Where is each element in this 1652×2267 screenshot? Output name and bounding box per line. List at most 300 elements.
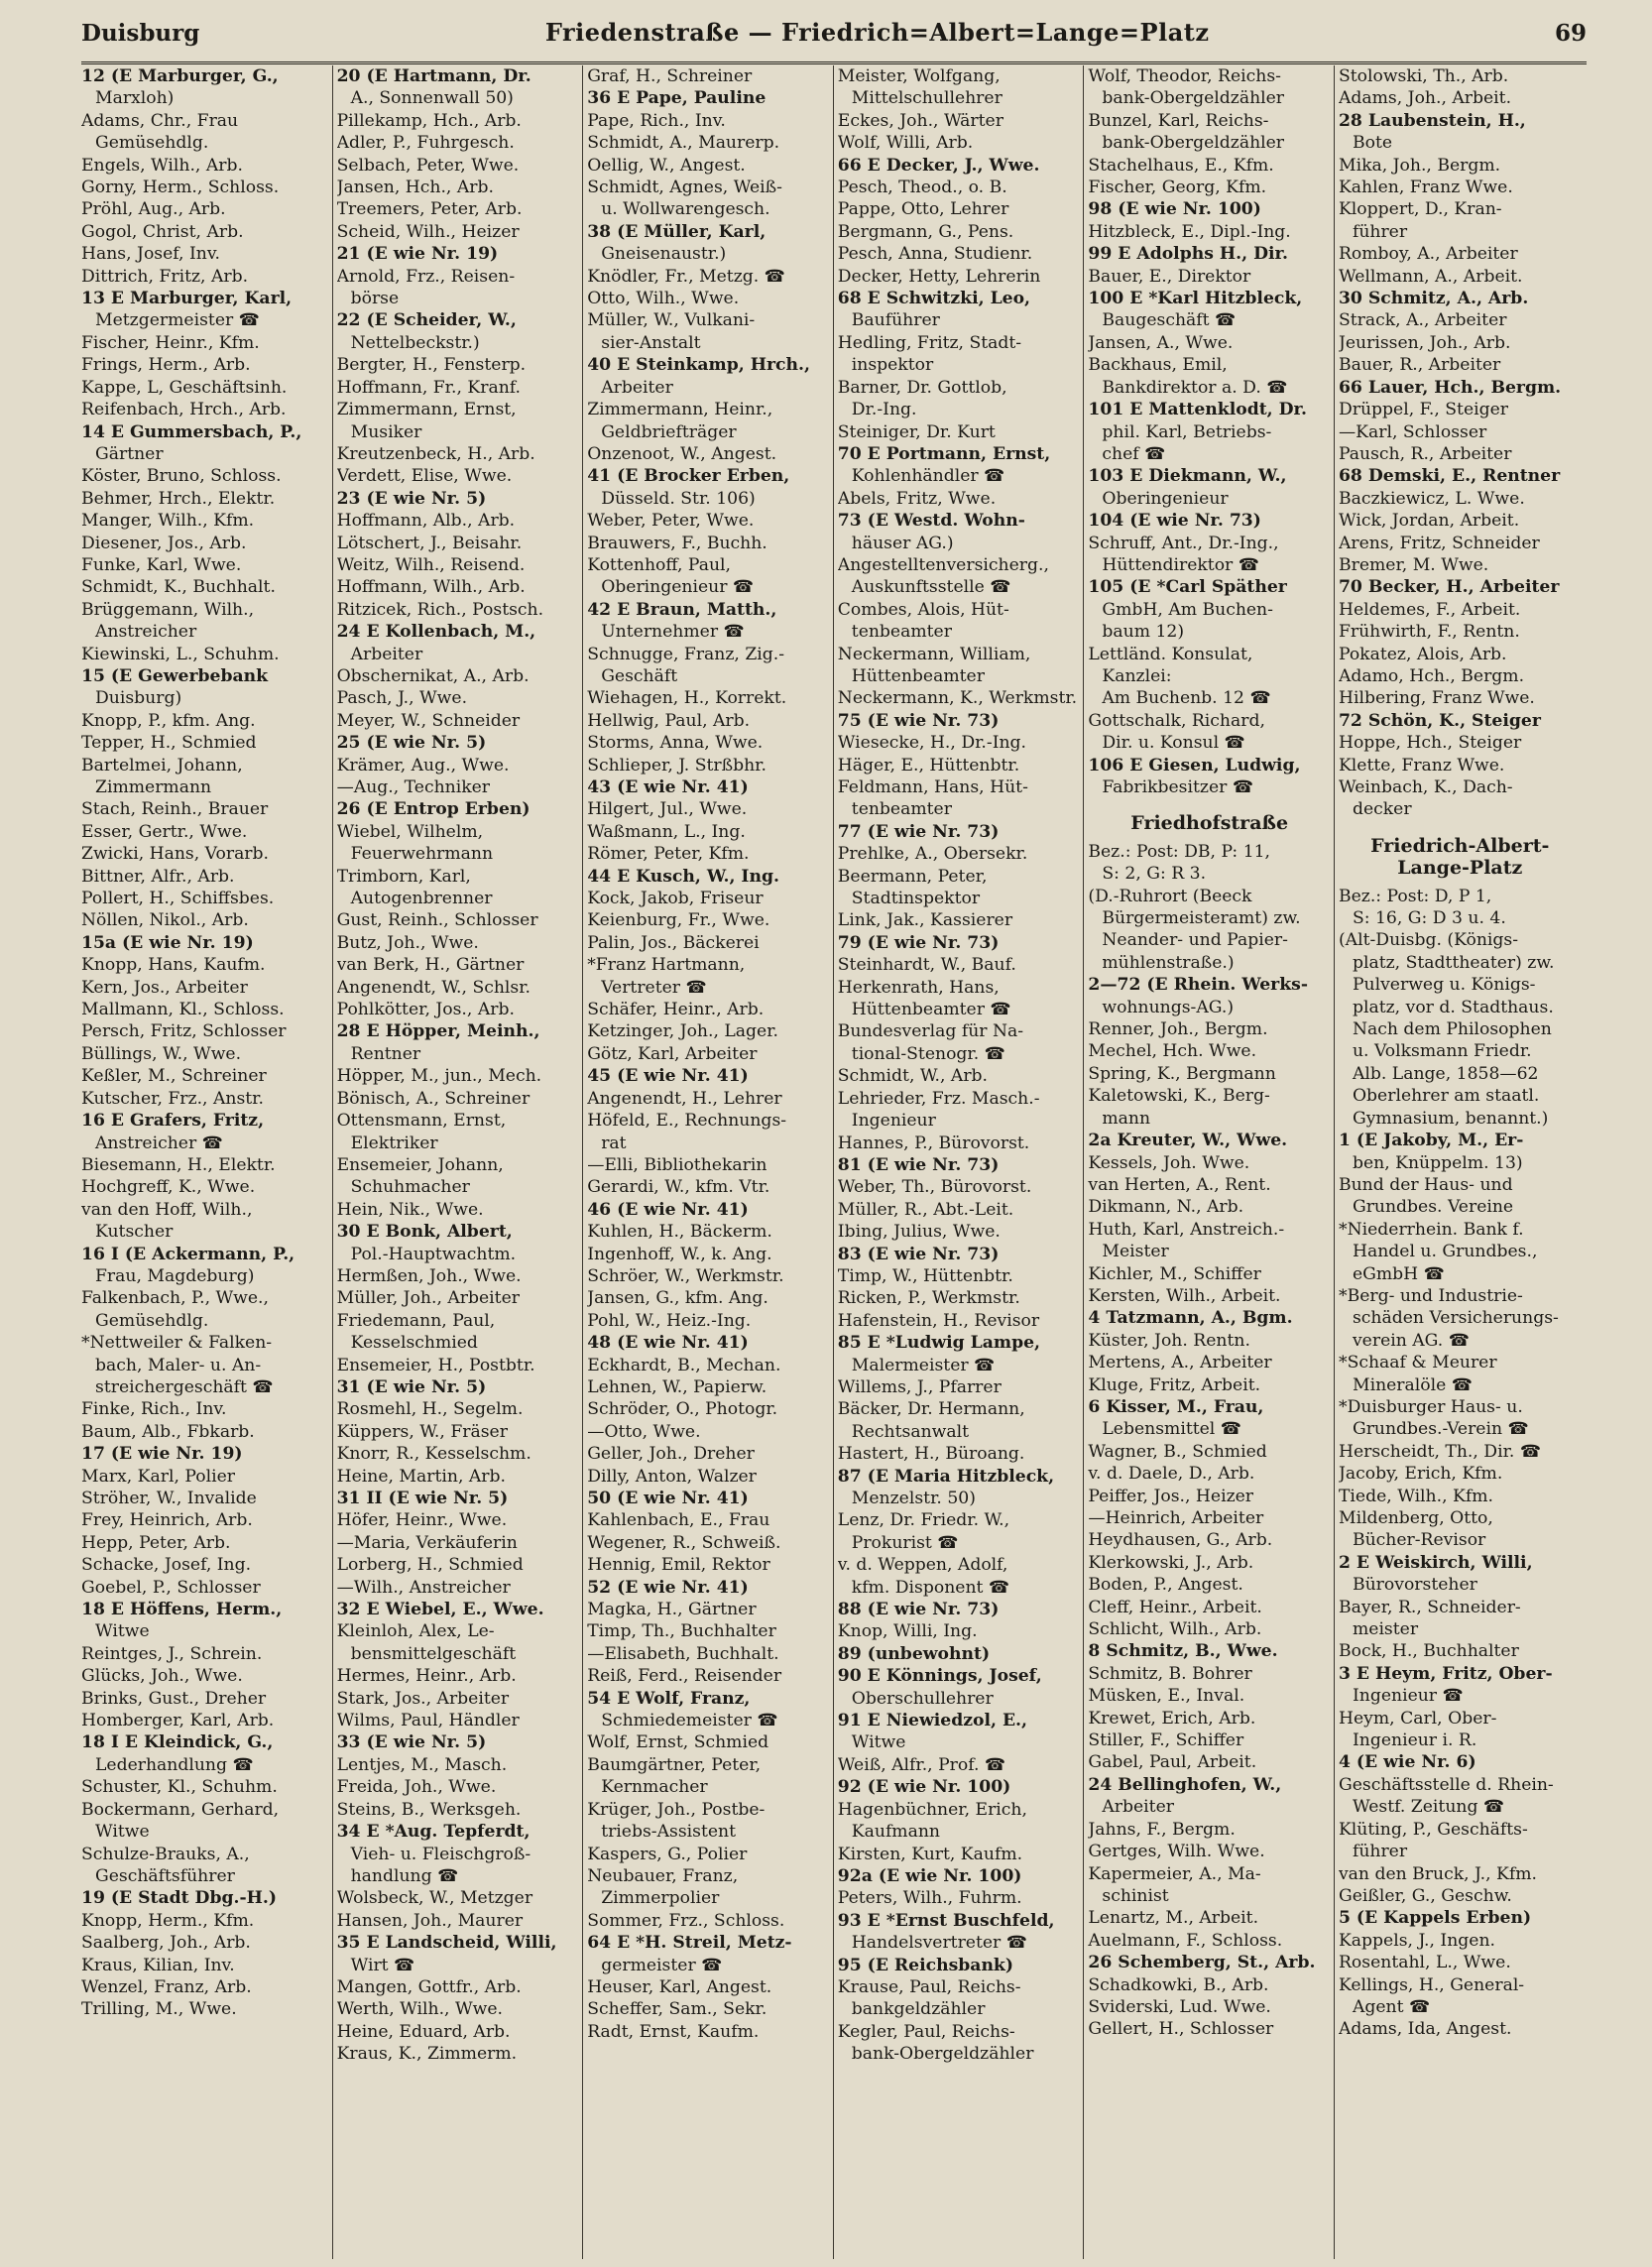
resident-entry: Zimmerpolier [601,1888,720,1909]
resident-entry: Steinhardt, W., Bauf. [837,955,1016,976]
resident-entry: Meyer, W., Schneider [336,710,521,731]
resident-entry: Lebensmittel ☎ [1102,1419,1242,1440]
resident-entry: Peiffer, Jos., Heizer [1088,1486,1254,1506]
resident-entry: Mertens, A., Arbeiter [1088,1353,1272,1373]
house-number-entry: 68 Demski, E., Rentner [1338,466,1561,487]
house-number-entry: 64 E *H. Streil, Metz- [587,1933,792,1954]
resident-entry: Timp, W., Hüttenbtr. [837,1265,1013,1286]
resident-entry: bank-Obergeldzähler [1102,88,1285,109]
resident-entry: Storms, Anna, Wwe. [587,733,764,754]
resident-entry: Adamo, Hch., Bergm. [1338,665,1525,686]
resident-entry: Eckes, Joh., Wärter [837,110,1003,131]
resident-entry: Feldmann, Hans, Hüt- [837,777,1028,797]
resident-entry: —Heinrich, Arbeiter [1088,1508,1264,1528]
resident-entry: Mika, Joh., Bergm. [1338,155,1501,176]
resident-entry: Treemers, Peter, Arb. [336,199,523,220]
resident-entry: Klüting, P., Geschäfts- [1338,1819,1528,1840]
resident-entry: Gerardi, W., kfm. Vtr. [587,1177,770,1198]
resident-entry: —Aug., Techniker [336,777,491,797]
resident-entry: Wiebel, Wilhelm, [336,821,484,842]
resident-entry: Hoppe, Hch., Steiger [1338,733,1522,754]
house-number-entry: 2—72 (E Rhein. Werks- [1088,975,1308,996]
resident-entry: Mallmann, Kl., Schloss. [81,1000,285,1020]
house-number-entry: 1 (E Jakoby, M., Er- [1338,1131,1524,1151]
street-heading: Friedrich-Albert-Lange-Platz [1370,834,1550,880]
resident-entry: Schlieper, J. Strßbhr. [587,755,767,776]
resident-entry: Bergmann, G., Pens. [837,221,1014,242]
resident-entry: Müller, R., Abt.-Leit. [837,1199,1014,1220]
resident-entry: Götz, Karl, Arbeiter [587,1043,758,1064]
resident-entry: Herscheidt, Th., Dir. ☎ [1338,1441,1542,1462]
resident-entry: Mittelschullehrer [851,88,1003,109]
resident-entry: Auelmann, F., Schloss. [1088,1930,1283,1951]
resident-entry: Bäcker, Dr. Hermann, [837,1399,1025,1420]
resident-entry: Geller, Joh., Dreher [587,1444,755,1465]
resident-entry: Bock, H., Buchhalter [1338,1641,1519,1662]
resident-entry: Peters, Wilh., Fuhrm. [837,1888,1022,1909]
resident-entry: streichergeschäft ☎ [95,1376,274,1397]
resident-entry: Gust, Reinh., Schlosser [336,910,538,931]
resident-entry: Kreutzenbeck, H., Arb. [336,443,535,464]
resident-entry: Hilbering, Franz Wwe. [1338,688,1535,709]
resident-entry: Alb. Lange, 1858—62 [1352,1063,1539,1084]
resident-entry: Heydhausen, G., Arb. [1088,1530,1273,1551]
resident-entry: Lötschert, J., Beisahr. [336,533,523,553]
resident-entry: Mildenberg, Otto, [1338,1508,1493,1528]
resident-entry: Am Buchenb. 12 ☎ [1102,688,1271,709]
resident-entry: Sviderski, Lud. Wwe. [1088,1996,1271,2017]
resident-entry: Gellert, H., Schlosser [1088,2019,1274,2040]
resident-entry: Dir. u. Konsul ☎ [1102,733,1245,754]
resident-entry: van den Hoff, Wilh., [81,1199,253,1220]
resident-entry: Marx, Karl, Polier [81,1466,236,1487]
resident-entry: Arnold, Frz., Reisen- [336,266,516,287]
resident-entry: Schäfer, Heinr., Arb. [587,1000,765,1020]
house-number-entry: 77 (E wie Nr. 73) [837,821,1000,842]
house-number-entry: 45 (E wie Nr. 41) [587,1066,749,1087]
resident-entry: Kottenhoff, Paul, [587,554,731,575]
resident-entry: Kaspers, G., Polier [587,1844,748,1864]
resident-entry: Waßmann, L., Ing. [587,821,746,842]
resident-entry: chef ☎ [1102,443,1166,464]
resident-entry: Knopp, Herm., Kfm. [81,1910,255,1931]
resident-entry: tenbeamter [851,799,952,820]
resident-entry: Fischer, Georg, Kfm. [1088,178,1267,198]
house-number-entry: 17 (E wie Nr. 19) [81,1444,243,1465]
resident-entry: Diesener, Jos., Arb. [81,533,247,553]
house-number-entry: 25 (E wie Nr. 5) [336,733,487,754]
resident-entry: Dr.-Ing. [851,400,917,420]
resident-entry: Lenartz, M., Arbeit. [1088,1908,1259,1929]
house-number-entry: 6 Kisser, M., Frau, [1088,1396,1264,1417]
resident-entry: Gemüsehdlg. [95,1310,209,1331]
resident-entry: Dittrich, Fritz, Arb. [81,266,249,287]
resident-entry: Krüger, Joh., Postbe- [587,1799,766,1820]
resident-entry: Kern, Jos., Arbeiter [81,977,248,998]
resident-entry: Agent ☎ [1352,1996,1431,2017]
resident-entry: Brauwers, F., Buchh. [587,533,767,553]
resident-entry: *Duisburger Haus- u. [1338,1396,1523,1417]
resident-entry: Scheffer, Sam., Sekr. [587,1999,767,2020]
resident-entry: Ingenieur ☎ [1352,1686,1464,1707]
resident-entry: —Maria, Verkäuferin [336,1532,518,1553]
resident-entry: Saalberg, Joh., Arb. [81,1933,251,1954]
resident-entry: Gogol, Christ, Arb. [81,221,244,242]
resident-entry: Butz, Joh., Wwe. [336,932,479,953]
resident-entry: Grundbes. Vereine [1352,1197,1514,1218]
resident-entry: Neubauer, Franz, [587,1865,739,1886]
resident-entry: Heym, Carl, Ober- [1338,1708,1497,1729]
resident-entry: Persch, Fritz, Schlosser [81,1021,287,1042]
resident-entry: Freida, Joh., Wwe. [336,1777,497,1798]
resident-entry: Klette, Franz Wwe. [1338,755,1505,776]
resident-entry: —Wilh., Anstreicher [336,1577,511,1598]
house-number-entry: 106 E Giesen, Ludwig, [1088,755,1301,776]
resident-entry: van Herten, A., Rent. [1088,1174,1271,1195]
resident-entry: mühlenstraße.) [1102,952,1235,973]
resident-entry: Reintges, J., Schrein. [81,1643,263,1664]
resident-entry: Schadkowki, B., Arb. [1088,1974,1269,1995]
resident-entry: Hein, Nik., Wwe. [336,1199,484,1220]
resident-entry: bank-Obergeldzähler [1102,133,1285,154]
resident-entry: Ingenieur [851,1111,936,1132]
resident-entry: führer [1352,1842,1408,1862]
house-number-entry: 104 (E wie Nr. 73) [1088,511,1261,532]
header-streets: Friedenstraße — Friedrich=Albert=Lange=Platz [544,18,1210,47]
house-number-entry: 21 (E wie Nr. 19) [336,244,499,265]
house-number-entry: 66 E Decker, J., Wwe. [837,155,1040,176]
resident-entry: Manger, Wilh., Kfm. [81,511,255,532]
resident-entry: Krewet, Erich, Arb. [1088,1708,1256,1729]
resident-entry: Pokatez, Alois, Arb. [1338,644,1507,664]
resident-entry: Heine, Eduard, Arb. [336,2021,511,2042]
resident-entry: Backhaus, Emil, [1088,355,1228,376]
resident-entry: Geschäftsstelle d. Rhein- [1338,1774,1554,1795]
resident-entry: Witwe [95,1621,150,1642]
resident-entry: Jansen, G., kfm. Ang. [587,1288,768,1309]
resident-entry: Zimmermann, Ernst, [336,400,517,420]
house-number-entry: 103 E Diekmann, W., [1088,466,1287,487]
resident-entry: Bayer, R., Schneider- [1338,1597,1521,1617]
resident-entry: Prokurist ☎ [851,1532,959,1553]
resident-entry: Mangen, Gottfr., Arb. [336,1976,522,1997]
house-number-entry: 40 E Steinkamp, Hrch., [587,355,810,376]
column-6 [1334,65,1585,2259]
resident-entry: Rosentahl, L., Wwe. [1338,1953,1511,1973]
house-number-entry: 68 E Schwitzki, Leo, [837,289,1031,309]
resident-entry: Wenzel, Franz, Arb. [81,1976,252,1997]
house-number-entry: 70 E Portmann, Ernst, [837,443,1051,464]
resident-entry: Kutscher, Frz., Anstr. [81,1088,264,1109]
resident-entry: Schröder, O., Photogr. [587,1399,778,1420]
resident-entry: Abels, Fritz, Wwe. [837,488,997,509]
resident-entry: Knorr, R., Kesselschm. [336,1444,531,1465]
resident-entry: Behmer, Hrch., Elektr. [81,488,276,509]
resident-entry: Verdett, Elise, Wwe. [336,466,513,487]
resident-entry: Hüttenbeamter [851,665,985,686]
resident-entry: Drüppel, F., Steiger [1338,400,1509,420]
house-number-entry: 12 (E Marburger, G., [81,66,279,86]
resident-entry: Schulze-Brauks, A., [81,1844,250,1864]
resident-entry: Zwicki, Hans, Vorarb. [81,844,269,865]
resident-entry: Ritzicek, Rich., Postsch. [336,599,544,620]
resident-entry: Hoffmann, Fr., Kranf. [336,377,521,398]
house-number-entry: 35 E Landscheid, Willi, [336,1933,557,1954]
column-5 [1083,65,1334,2259]
resident-entry: Schmidt, Agnes, Weiß- [587,178,782,198]
resident-entry: Geschäftsführer [95,1865,235,1886]
resident-entry: Arbeiter [601,377,673,398]
resident-entry: Autogenbrenner [350,889,493,909]
resident-entry: Pesch, Anna, Studienr. [837,244,1033,265]
house-number-entry: 4 (E wie Nr. 6) [1338,1752,1476,1773]
house-number-entry: 5 (E Kappels Erben) [1338,1908,1532,1929]
resident-entry: Trimborn, Karl, [336,866,471,887]
resident-entry: schäden Versicherungs- [1352,1308,1559,1329]
resident-entry: Huth, Karl, Anstreich.- [1088,1219,1285,1240]
resident-entry: Hansen, Joh., Maurer [336,1910,524,1931]
resident-entry: Baumgärtner, Peter, [587,1754,762,1775]
resident-entry: Oberingenieur [1102,488,1229,509]
resident-entry: Oberschullehrer [851,1688,994,1709]
resident-entry: Gabel, Paul, Arbeit. [1088,1752,1257,1773]
resident-entry: baum 12) [1102,622,1185,643]
house-number-entry: 100 E *Karl Hitzbleck, [1088,289,1303,309]
resident-entry: Ensemeier, H., Postbtr. [336,1355,535,1375]
resident-entry: *Berg- und Industrie- [1338,1285,1523,1306]
house-number-entry: 19 (E Stadt Dbg.-H.) [81,1888,277,1909]
resident-entry: Cleff, Heinr., Arbeit. [1088,1597,1262,1617]
resident-entry: Oberingenieur ☎ [601,577,755,598]
directory-columns [81,65,1585,2259]
resident-entry: Rechtsanwalt [851,1421,969,1442]
resident-entry: Unternehmer ☎ [601,622,745,643]
resident-entry: Hüttendirektor ☎ [1102,554,1260,575]
resident-entry: Kanzlei: [1102,665,1172,686]
resident-entry: bensmittelgeschäft [350,1643,517,1664]
resident-entry: v. d. Daele, D., Arb. [1088,1464,1255,1485]
resident-entry: Homberger, Karl, Arb. [81,1711,275,1731]
resident-entry: Arbeiter [1102,1797,1174,1818]
resident-entry: Müller, Joh., Arbeiter [336,1288,520,1309]
resident-entry: Neander- und Papier- [1102,930,1288,951]
resident-entry: Decker, Hetty, Lehrerin [837,266,1041,287]
resident-entry: *Niederrhein. Bank f. [1338,1219,1524,1240]
resident-entry: Römer, Peter, Kfm. [587,844,750,865]
resident-entry: Meister, Wolfgang, [837,66,1001,86]
resident-entry: Wolf, Willi, Arb. [837,133,974,154]
resident-entry: *Franz Hartmann, [587,955,746,976]
resident-entry: Stadtinspektor [851,889,981,909]
house-number-entry: 16 I (E Ackermann, P., [81,1244,295,1264]
resident-entry: v. d. Weppen, Adolf, [837,1555,1008,1576]
resident-entry: Schröer, W., Werkmstr. [587,1265,784,1286]
resident-entry: Höpper, M., jun., Mech. [336,1066,542,1087]
resident-entry: Wiesecke, H., Dr.-Ing. [837,733,1027,754]
resident-entry: Bunzel, Karl, Reichs- [1088,110,1269,131]
house-number-entry: 24 E Kollenbach, M., [336,622,536,643]
house-number-entry: 87 (E Maria Hitzbleck, [837,1466,1055,1487]
resident-entry: Ingenieur i. R. [1352,1730,1477,1751]
resident-entry: Stark, Jos., Arbeiter [336,1688,510,1709]
resident-entry: Baczkiewicz, L. Wwe. [1338,488,1525,509]
resident-entry: Prehlke, A., Obersekr. [837,844,1028,865]
resident-entry: tenbeamter [851,622,952,643]
resident-entry: Feuerwehrmann [350,844,494,865]
resident-entry: Lenz, Dr. Friedr. W., [837,1510,1010,1531]
resident-entry: Küster, Joh. Rentn. [1088,1330,1250,1351]
resident-entry: Müller, W., Vulkani- [587,310,756,331]
resident-entry: meister [1352,1619,1419,1640]
resident-entry: Friedemann, Paul, [336,1310,496,1331]
resident-entry: häuser AG.) [851,533,954,553]
house-number-entry: 52 (E wie Nr. 41) [587,1577,749,1598]
resident-entry: Witwe [851,1732,906,1753]
resident-entry: Beermann, Peter, [837,866,988,887]
resident-entry: Wilms, Paul, Händler [336,1711,520,1731]
resident-entry: Bremer, M. Wwe. [1338,554,1489,575]
house-number-entry: 36 E Pape, Pauline [587,88,767,109]
resident-entry: Pesch, Theod., o. B. [837,178,1007,198]
house-number-entry: 8 Schmitz, B., Wwe. [1088,1641,1278,1662]
resident-entry: Bockermann, Gerhard, [81,1799,280,1820]
resident-entry: Schmidt, K., Buchhalt. [81,577,276,598]
house-number-entry: 18 I E Kleindick, G., [81,1732,274,1753]
house-number-entry: 15 (E Gewerbebank [81,665,269,686]
page-number: 69 [1554,20,1587,47]
resident-entry: rat [601,1133,627,1153]
resident-entry: Lentjes, M., Masch. [336,1754,508,1775]
resident-entry: Geldbriefträger [601,421,737,442]
resident-entry: Baugeschäft ☎ [1102,310,1237,331]
resident-entry: Kahlen, Franz Wwe. [1338,178,1513,198]
resident-entry: Rentner [350,1043,421,1064]
resident-entry: Wiehagen, H., Korrekt. [587,688,787,709]
resident-entry: Lehrieder, Frz. Masch.- [837,1088,1040,1109]
resident-entry: Brinks, Gust., Dreher [81,1688,267,1709]
resident-entry: Glücks, Joh., Wwe. [81,1666,243,1687]
resident-entry: Gymnasium, benannt.) [1352,1108,1549,1129]
resident-entry: Kraus, Kilian, Inv. [81,1955,235,1975]
resident-entry: Hannes, P., Bürovorst. [837,1133,1030,1153]
resident-entry: Reiß, Ferd., Reisender [587,1666,782,1687]
house-number-entry: 42 E Braun, Matth., [587,599,777,620]
resident-entry: Büllings, W., Wwe. [81,1043,242,1064]
resident-entry: Bürgermeisteramt) zw. [1102,908,1301,929]
resident-entry: Werth, Wilh., Wwe. [336,1999,503,2020]
house-number-entry: 15a (E wie Nr. 19) [81,932,254,953]
resident-entry: Grundbes.-Verein ☎ [1352,1419,1529,1440]
resident-entry: Pol.-Hauptwachtm. [350,1244,517,1264]
resident-entry: Adams, Ida, Angest. [1338,2019,1512,2040]
house-number-entry: 23 (E wie Nr. 5) [336,488,487,509]
resident-entry: Otto, Wilh., Wwe. [587,289,740,309]
resident-entry: bank-Obergeldzähler [851,2044,1034,2065]
resident-entry: Bankdirektor a. D. ☎ [1102,377,1288,398]
resident-entry: eGmbH ☎ [1352,1263,1446,1284]
header-city: Duisburg [81,20,200,47]
resident-entry: Schmiedemeister ☎ [601,1711,778,1731]
resident-entry: Pohl, W., Heiz.-Ing. [587,1310,752,1331]
resident-entry: Ibing, Julius, Wwe. [837,1222,1001,1243]
resident-entry: Frau, Magdeburg) [95,1265,255,1286]
house-number-entry: 32 E Wiebel, E., Wwe. [336,1600,544,1620]
house-number-entry: 46 (E wie Nr. 41) [587,1199,749,1220]
resident-entry: Knop, Willi, Ing. [837,1621,978,1642]
resident-entry: Geißler, G., Geschw. [1338,1885,1512,1906]
house-number-entry: 30 E Bonk, Albert, [336,1222,513,1243]
resident-entry: Kuhlen, H., Bäckerm. [587,1222,772,1243]
resident-entry: Stachelhaus, E., Kfm. [1088,155,1274,176]
resident-entry: van den Bruck, J., Kfm. [1338,1863,1537,1884]
resident-entry: Kaufmann [851,1822,940,1843]
resident-entry: Combes, Alois, Hüt- [837,599,1009,620]
resident-entry: Kellings, H., General- [1338,1974,1525,1995]
house-number-entry: 85 E *Ludwig Lampe, [837,1333,1041,1354]
resident-entry: Kegler, Paul, Reichs- [837,2021,1015,2042]
resident-entry: Baum, Alb., Fbkarb. [81,1421,255,1442]
resident-entry: Wick, Jordan, Arbeit. [1338,511,1520,532]
resident-entry: Schmidt, W., Arb. [837,1066,989,1087]
resident-entry: Duisburg) [95,688,182,709]
resident-entry: Arbeiter [350,644,423,664]
house-number-entry: 93 E *Ernst Buschfeld, [837,1910,1055,1931]
resident-entry: Düsseld. Str. 106) [601,488,756,509]
resident-entry: Weinbach, K., Dach- [1338,777,1513,797]
resident-entry: Knopp, P., kfm. Ang. [81,710,256,731]
resident-entry: Malermeister ☎ [851,1355,996,1375]
house-number-entry: 91 E Niewiedzol, E., [837,1711,1028,1731]
resident-entry: Ströher, W., Invalide [81,1489,257,1508]
resident-entry: Neckermann, William, [837,644,1031,664]
house-number-entry: 79 (E wie Nr. 73) [837,932,1000,953]
resident-entry: Ottensmann, Ernst, [336,1111,507,1132]
resident-entry: Hermßen, Joh., Wwe. [336,1265,522,1286]
resident-entry: Fischer, Heinr., Kfm. [81,332,260,353]
resident-entry: Kappe, L, Geschäftsinh. [81,377,288,398]
resident-entry: Funke, Karl, Wwe. [81,554,242,575]
resident-entry: Trilling, M., Wwe. [81,1999,237,2020]
resident-entry: Hellwig, Paul, Arb. [587,710,751,731]
resident-entry: Bez.: Post: D, P 1, [1338,886,1492,906]
resident-entry: Hepp, Peter, Arb. [81,1532,231,1553]
resident-entry: Kaletowski, K., Berg- [1088,1086,1270,1107]
resident-entry: Gertges, Wilh. Wwe. [1088,1842,1265,1862]
house-number-entry: 72 Schön, K., Steiger [1338,710,1541,731]
house-number-entry: 75 (E wie Nr. 73) [837,710,1000,731]
resident-entry: Obschernikat, A., Arb. [336,665,530,686]
resident-entry: Adler, P., Fuhrgesch. [336,133,515,154]
resident-entry: Angenendt, H., Lehrer [587,1088,782,1109]
resident-entry: Schmitz, B. Bohrer [1088,1663,1252,1684]
resident-entry: Schacke, Josef, Ing. [81,1555,252,1576]
resident-entry: Mineralöle ☎ [1352,1374,1474,1395]
resident-entry: Goebel, P., Schlosser [81,1577,261,1598]
resident-entry: Kirsten, Kurt, Kaufm. [837,1844,1023,1864]
resident-entry: Heine, Martin, Arb. [336,1466,506,1487]
resident-entry: Bergter, H., Fensterp. [336,355,527,376]
resident-entry: Wellmann, A., Arbeit. [1338,266,1523,287]
resident-entry: Brüggemann, Wilh., [81,599,255,620]
resident-entry: Hochgreff, K., Wwe. [81,1177,256,1198]
resident-entry: Krämer, Aug., Wwe. [336,755,510,776]
resident-entry: Krause, Paul, Reichs- [837,1976,1021,1997]
resident-entry: Kapermeier, A., Ma- [1088,1863,1261,1884]
resident-entry: triebs-Assistent [601,1822,737,1843]
house-number-entry: 18 E Höffens, Herm., [81,1600,283,1620]
resident-entry: *Schaaf & Meurer [1338,1353,1497,1373]
resident-entry: Gemüsehdlg. [95,133,209,154]
